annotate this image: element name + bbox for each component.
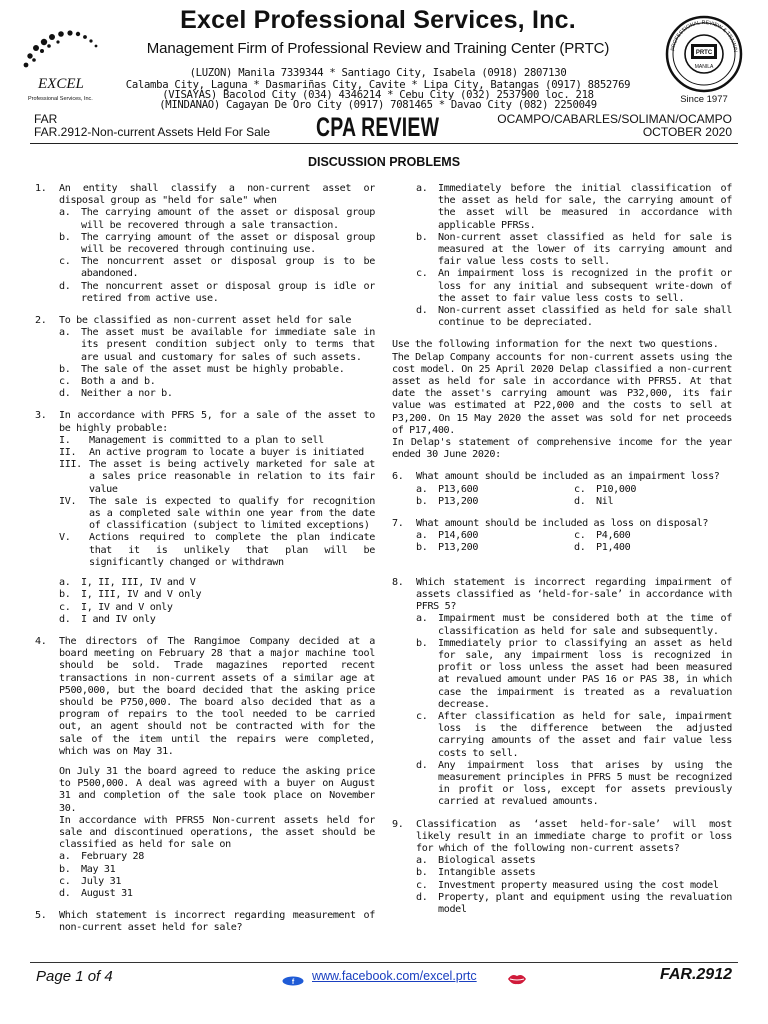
option: a. The asset must be available for immediate sale in its present condition subject only to terms that are usual and customary for sales of such assets.: [59, 327, 375, 363]
option: c. After classification as held for sale, impairment loss is the difference between the adjusted carrying amounts of the asset and fair value less costs to sell.: [416, 710, 732, 759]
question-text: The directors of The Rangimoe Company decided at a board meeting on February 28 that a major machine tool should be sold. Trade magazines reported recent transactions in non-current assets of a similar age at P500,000, but the board decided that the asking price should be P750,000. The board also decided that as a program of repairs to the tool needed to be carried out, an agent should not be contracted with for the sale of the item until the repairs were completed, which was on May 31.: [59, 635, 375, 757]
option: d. Any impairment loss that arises by using the measurement principles in PFRS 5 must be recognized in profit or loss, except for assets previously carried at revalued amounts.: [416, 759, 732, 808]
contact-mindanao: (MINDANAO) Cagayan De Oro City (0917) 7081465 * Davao City (082) 2250049: [159, 99, 597, 111]
option: b. I, III, IV and V only: [59, 589, 202, 601]
option: c. P4,600: [574, 530, 631, 542]
company-title: Excel Professional Services, Inc.: [180, 6, 576, 34]
option: d. Non-current asset classified as held for sale shall continue to be depreciated.: [416, 305, 732, 329]
option: c. Investment property measured using the cost model: [416, 879, 719, 891]
question-text: What amount should be included as an impairment loss?: [416, 471, 720, 483]
option: a. Biological assets: [416, 855, 536, 867]
question-number: 7.: [392, 518, 404, 530]
question-text: Which statement is incorrect regarding measurement of non-current asset held for sale?: [59, 910, 375, 934]
option: b. Intangible assets: [416, 867, 536, 879]
contact-visayas: (VISAYAS) Bacolod City (034) 4346214 * Cebu City (032) 2537900 loc. 218: [162, 89, 594, 101]
option: a. Immediately before the initial classification of the asset as held for sale, the carrying amount of the asset will be measured in accordance with applicable PFRSs.: [416, 183, 732, 231]
svg-text:Professional Services, Inc.: Professional Services, Inc.: [28, 96, 93, 102]
option: c. The noncurrent asset or disposal group is to be abandoned.: [59, 256, 375, 280]
question-5-options: [392, 183, 732, 329]
question-number: 3.: [35, 410, 47, 422]
option: c. July 31: [59, 875, 122, 887]
question-6: [392, 471, 732, 508]
option: b. May 31: [59, 863, 116, 875]
question-3: [35, 410, 375, 625]
question-number: 9.: [392, 818, 404, 830]
cpa-review-banner: CPA REVIEW: [316, 112, 440, 142]
question-1: [35, 183, 375, 305]
question-number: 8.: [392, 576, 404, 588]
question-text: Classification as ‘asset held-for-sale’ will most likely result in an immediate charge to profit or loss for which of the following non-current assets?: [416, 818, 732, 854]
option: a. P13,600: [416, 483, 479, 495]
option: b. The carrying amount of the asset or disposal group will be recovered through continuing use.: [59, 231, 375, 256]
statement-item: V. Actions required to complete the plan indicate that it is unlikely that plan will be significantly changed or withdrawn: [59, 532, 375, 568]
section-heading: DISCUSSION PROBLEMS: [307, 155, 461, 169]
question-8: [392, 577, 732, 809]
since-label: Since 1977: [680, 94, 728, 105]
question-paragraph: On July 31 the board agreed to reduce the asking price to P500,000. A deal was agreed with a buyer on August 31 and completion of the sale took place on November 30.: [59, 765, 375, 814]
statement-item: I. Management is committed to a plan to sell: [59, 434, 324, 446]
info-paragraph: The Delap Company accounts for non-current assets using the cost model. On 25 April 2020 Delap classified a non-current asset as held for sale in accordance with PFRS5. At that date the asset's carrying amount was P32,000, its fair value was estimated at P22,000 and the costs to sell at P3,200. On 15 May 2020 the asset was sold for net proceeds of P17,400.: [392, 351, 732, 436]
question-4: [35, 636, 375, 900]
option: d. P1,400: [574, 542, 631, 554]
question-number: 5.: [35, 910, 47, 922]
facebook-link[interactable]: www.facebook.com/excel.prtc: [312, 969, 477, 983]
info-intro: Use the following information for the next two questions.: [392, 339, 719, 351]
svg-text:PROFESSIONAL REVIEW & TRAINING: PROFESSIONAL REVIEW & TRAININ: [670, 19, 738, 53]
footer-divider: [30, 962, 738, 963]
left-column: [35, 183, 375, 945]
option: a. February 28: [59, 851, 144, 863]
lips-icon: [507, 970, 527, 982]
option: b. The sale of the asset must be highly probable.: [59, 363, 345, 375]
question-7: [392, 518, 732, 555]
question-text: In accordance with PFRS 5, for a sale of the asset to be highly probable:: [59, 410, 375, 434]
option: a. Impairment must be considered both at the time of classification as held for sale and subsequently.: [416, 613, 732, 637]
header-divider: [30, 143, 738, 144]
company-subtitle: Management Firm of Professional Review and Training Center (PRTC): [146, 40, 610, 57]
contact-luzon: (LUZON) Manila 7339344 * Santiago City, Isabela (0918) 2807130: [189, 67, 567, 79]
question-5: [35, 910, 375, 934]
topic-label: FAR.2912-Non-current Assets Held For Sale: [34, 125, 271, 139]
question-text: An entity shall classify a non-current asset or disposal group as "held for sale" when: [59, 183, 375, 207]
facebook-icon: [282, 971, 304, 986]
statement-item: IV. The sale is expected to qualify for recognition as a completed sale within one year from the date of classification (subject to limited exceptions): [59, 495, 375, 532]
option: b. P13,200: [416, 495, 479, 507]
question-9: [392, 819, 732, 917]
option: c. An impairment loss is recognized in the profit or loss for any initial and subsequent write-down of the asset to fair value less costs to sell.: [416, 268, 732, 304]
question-number: 6.: [392, 471, 404, 483]
option: b. Immediately prior to classifying an asset as held for sale, any impairment loss is recognized in profit or loss unless the asset had been measured at revalued amount under PAS 16 or PAS 38, in which case the impairment is treated as a revaluation decrease.: [416, 637, 732, 710]
question-number: 1.: [35, 183, 47, 194]
option: d. Property, plant and equipment using the revaluation model: [416, 891, 732, 915]
page-number: Page 1 of 4: [36, 968, 113, 985]
excel-logo: [14, 20, 114, 108]
contact-calabarzon: Calamba City, Laguna * Dasmariñas City, Cavite * Lipa City, Batangas (0917) 8852769: [125, 79, 631, 91]
option: c. Both a and b.: [59, 376, 156, 388]
option: d. August 31: [59, 887, 133, 899]
module-code: FAR.2912: [659, 966, 732, 983]
option: a. The carrying amount of the asset or disposal group will be recovered through a sale transaction.: [59, 207, 375, 231]
info-paragraph-2: In Delap's statement of comprehensive income for the year ended 30 June 2020:: [392, 437, 732, 461]
question-paragraph: In accordance with PFRS5 Non-current assets held for sale and discontinued operations, the asset should be classified as held for sale on: [59, 814, 375, 851]
question-number: 2.: [35, 315, 47, 327]
svg-text:f: f: [291, 979, 295, 986]
question-text: To be classified as non-current asset held for sale: [59, 315, 352, 327]
option: b. Non-current asset classified as held for sale is measured at the lower of its carrying amount and fair value less costs to sell.: [416, 231, 732, 268]
option: c. P10,000: [574, 483, 637, 495]
date-label: OCTOBER 2020: [642, 125, 732, 139]
option: d. Nil: [574, 495, 614, 507]
option: a. I, II, III, IV and V: [59, 577, 196, 589]
svg-text:EXCEL: EXCEL: [38, 76, 84, 92]
option: b. P13,200: [416, 542, 479, 554]
option: c. I, IV and V only: [59, 601, 173, 613]
option: d. Neither a nor b.: [59, 388, 173, 400]
subject-label: FAR: [34, 112, 58, 126]
authors-label: OCAMPO/CABARLES/SOLIMAN/OCAMPO: [497, 112, 732, 126]
statement-item: II. An active program to locate a buyer is initiated: [59, 447, 364, 459]
option: d. The noncurrent asset or disposal group is idle or retired from active use.: [59, 280, 375, 304]
option: d. I and IV only: [59, 613, 156, 625]
svg-text:PRTC: PRTC: [695, 50, 713, 56]
statement-item: III. The asset is being actively marketed for sale at a sales price reasonable in relation to its fair value: [59, 459, 375, 495]
question-text: Which statement is incorrect regarding impairment of assets classified as ‘held-for-sale’ in accordance with PFRS 5?: [416, 576, 732, 613]
question-2: [35, 315, 375, 400]
question-text: What amount should be included as loss on disposal?: [416, 518, 709, 530]
svg-text:MANILA: MANILA: [694, 64, 714, 70]
option: a. P14,600: [416, 530, 479, 542]
question-number: 4.: [35, 635, 47, 647]
right-column: [392, 183, 732, 926]
